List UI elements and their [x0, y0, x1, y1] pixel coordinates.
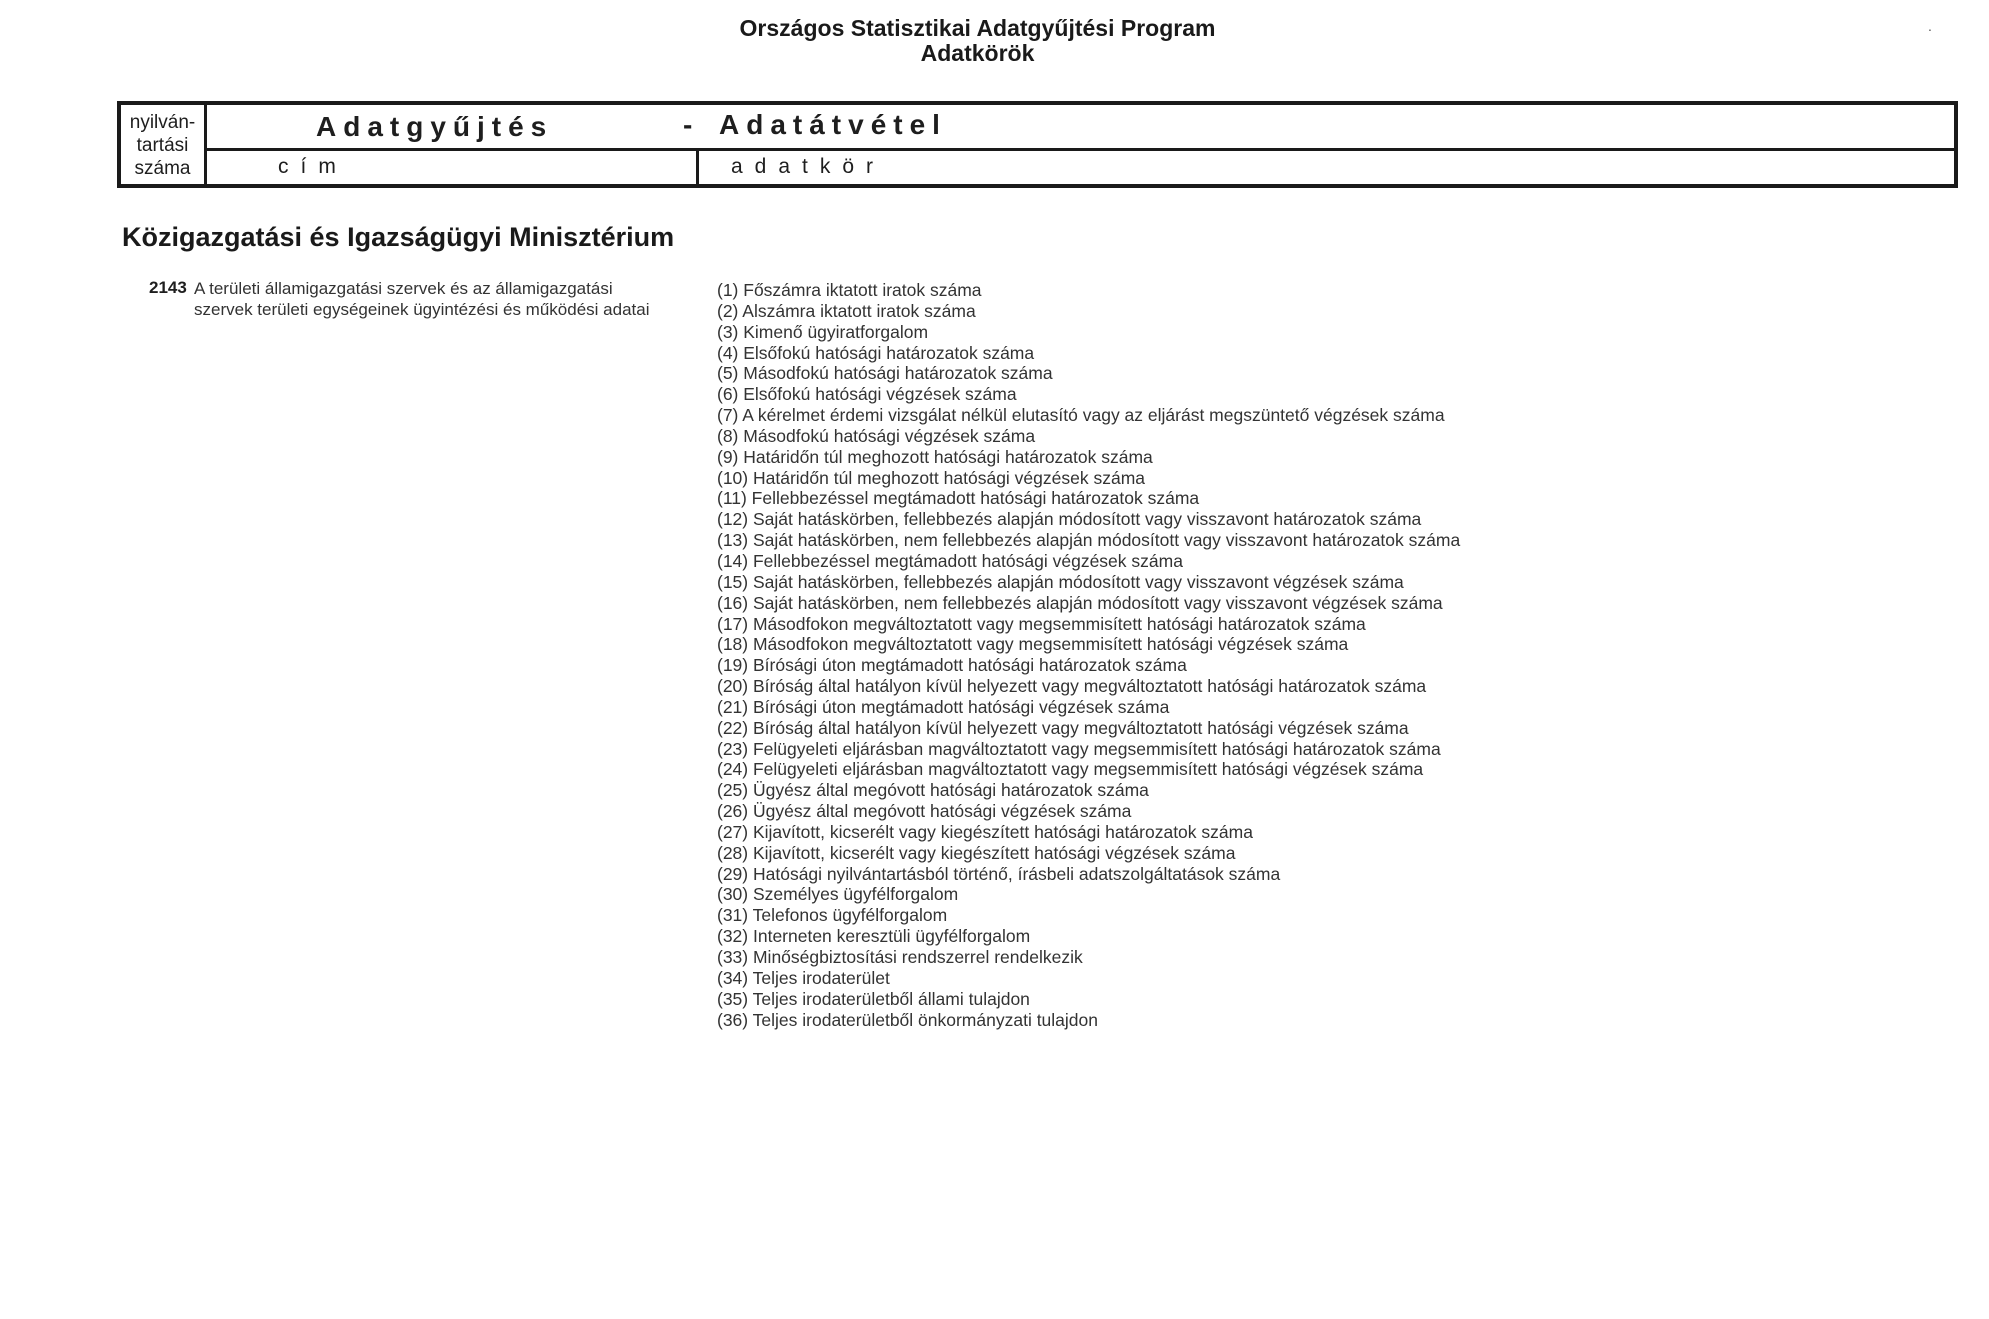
data-item: (26) Ügyész által megóvott hatósági végzések száma [717, 801, 1132, 822]
data-item: (13) Saját hatáskörben, nem fellebbezés alapján módosított vagy visszavont határozatok száma [717, 530, 1461, 551]
data-item: (8) Másodfokú hatósági végzések száma [717, 425, 1036, 446]
data-item: (3) Kimenő ügyiratforgalom [717, 321, 929, 342]
column-header-table [117, 101, 1958, 188]
record-number-label-line1: nyilván- [129, 112, 196, 133]
data-item: (22) Bíróság által hatályon kívül helyezett vagy megváltoztatott hatósági végzések száma [717, 717, 1409, 738]
data-item: (5) Másodfokú hatósági határozatok száma [717, 363, 1053, 384]
data-collection-header: Adatgyűjtés [316, 111, 554, 142]
data-item: (18) Másodfokon megváltoztatott vagy megsemmisített hatósági végzések száma [717, 634, 1349, 655]
data-item: (25) Ügyész által megóvott hatósági határozatok száma [717, 780, 1149, 801]
data-item: (21) Bírósági úton megtámadott hatósági végzések száma [717, 696, 1170, 717]
corner-mark: . [1928, 18, 1932, 34]
data-item: (27) Kijavított, kicserélt vagy kiegészített hatósági határozatok száma [717, 821, 1253, 842]
title-subheader: cím [278, 155, 348, 178]
data-item: (34) Teljes irodaterület [717, 967, 890, 988]
data-item: (2) Alszámra iktatott iratok száma [717, 300, 976, 321]
document-title [0, 16, 1955, 66]
data-item: (6) Elsőfokú hatósági végzések száma [717, 384, 1017, 405]
data-item: (29) Hatósági nyilvántartásból történő, írásbeli adatszolgáltatások száma [717, 863, 1281, 884]
data-item: (33) Minőségbiztosítási rendszerrel rendelkezik [717, 947, 1083, 967]
record-number-header [121, 105, 207, 184]
entry-title: A területi államigazgatási szervek és az államigazgatási szervek területi egységeinek ügyintézési és működési adatai [194, 279, 650, 319]
header-dash: - [683, 109, 693, 140]
data-item: (32) Interneten keresztüli ügyfélforgalom [717, 926, 1031, 947]
data-item: (16) Saját hatáskörben, nem fellebbezés alapján módosított vagy visszavont végzések száma [717, 592, 1443, 613]
data-item: (7) A kérelmet érdemi vizsgálat nélkül elutasító vagy az eljárást megszüntető végzések száma [717, 405, 1445, 426]
document-title-line1: Országos Statisztikai Adatgyűjtési Program [739, 15, 1216, 41]
data-item: (24) Felügyeleti eljárásban magváltoztatott vagy megsemmisített hatósági végzések száma [717, 759, 1424, 780]
data-item: (23) Felügyeleti eljárásban magváltoztatott vagy megsemmisített hatósági határozatok száma [717, 738, 1441, 759]
data-item: (10) Határidőn túl meghozott hatósági végzések száma [717, 467, 1146, 488]
ministry-heading: Közigazgatási és Igazságügyi Minisztérium [122, 222, 675, 252]
entry-code: 2143 [149, 278, 187, 297]
data-item: (9) Határidőn túl meghozott hatósági határozatok száma [717, 446, 1153, 467]
header-divider-horizontal [207, 148, 1954, 151]
data-item: (28) Kijavított, kicserélt vagy kiegészített hatósági végzések száma [717, 842, 1236, 863]
data-scope-subheader: adatkör [731, 155, 886, 178]
data-item: (11) Fellebbezéssel megtámadott hatósági határozatok száma [717, 488, 1200, 509]
data-item: (4) Elsőfokú hatósági határozatok száma [717, 342, 1035, 363]
data-item: (12) Saját hatáskörben, fellebbezés alapján módosított vagy visszavont határozatok száma [717, 509, 1422, 530]
record-number-label-line3: száma [134, 158, 191, 179]
record-number-label-line2: tartási [136, 135, 189, 156]
data-item: (1) Főszámra iktatott iratok száma [717, 280, 982, 300]
data-item: (35) Teljes irodaterületből állami tulajdon [717, 988, 1030, 1009]
data-item: (19) Bírósági úton megtámadott hatósági határozatok száma [717, 655, 1187, 676]
document-title-line2: Adatkörök [920, 40, 1035, 66]
header-divider-vertical [696, 151, 699, 184]
data-transfer-header: Adatátvétel [719, 109, 947, 140]
data-item: (20) Bíróság által hatályon kívül helyezett vagy megváltoztatott hatósági határozatok száma [717, 676, 1427, 697]
data-item: (14) Fellebbezéssel megtámadott hatósági végzések száma [717, 550, 1183, 571]
data-item: (30) Személyes ügyfélforgalom [717, 884, 959, 905]
data-item: (15) Saját hatáskörben, fellebbezés alapján módosított vagy visszavont végzések száma [717, 571, 1404, 592]
data-item-list [717, 280, 1460, 1030]
data-item: (31) Telefonos ügyfélforgalom [717, 905, 948, 926]
data-item: (36) Teljes irodaterületből önkormányzati tulajdon [717, 1009, 1099, 1030]
data-item: (17) Másodfokon megváltoztatott vagy megsemmisített hatósági határozatok száma [717, 613, 1366, 634]
